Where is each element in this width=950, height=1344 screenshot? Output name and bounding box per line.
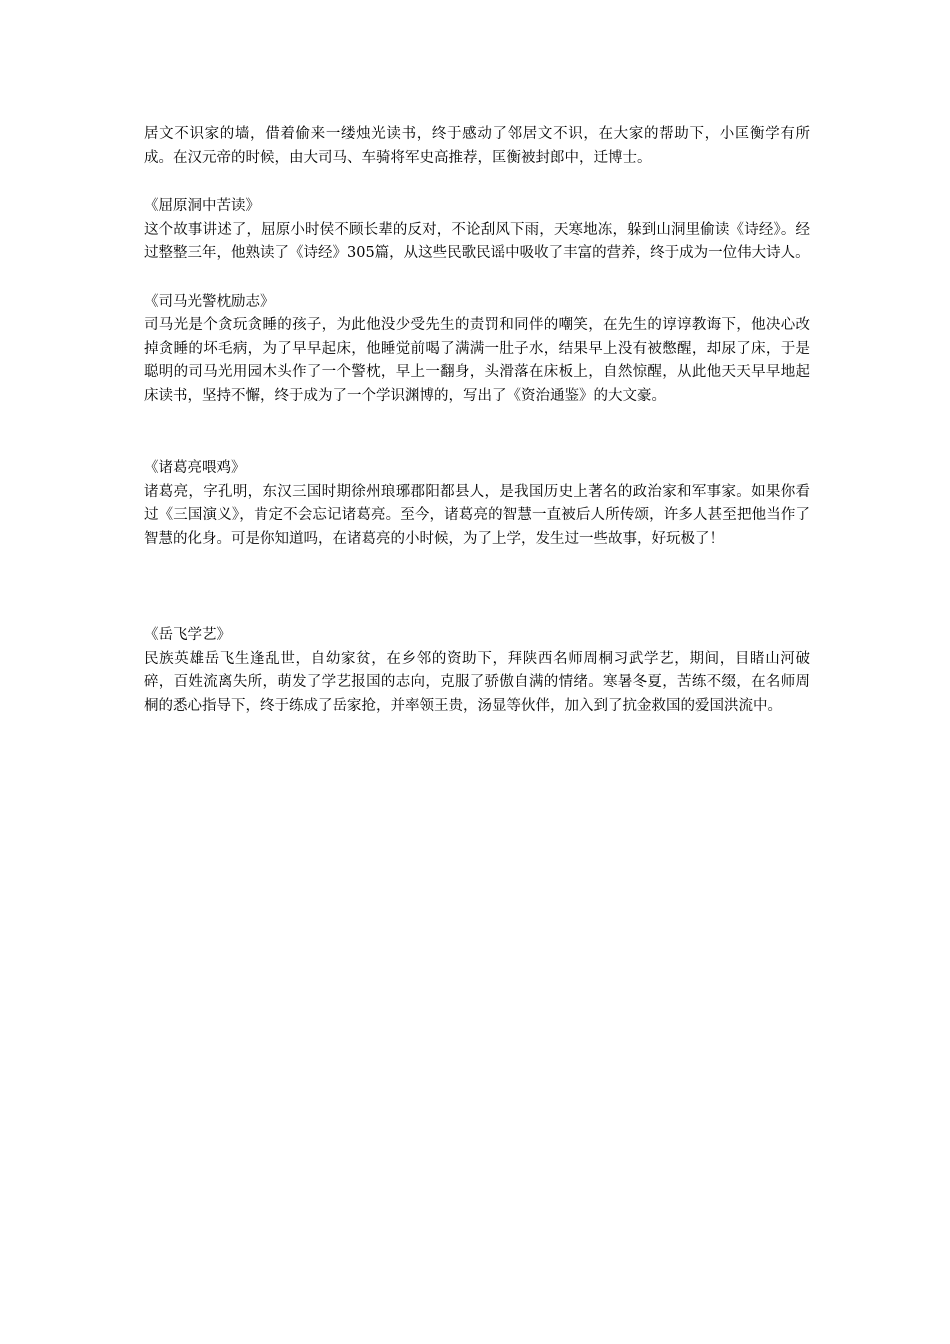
- story-title: 《司马光警枕励志》: [144, 293, 275, 310]
- intro-paragraph: 居文不识家的墙，借着偷来一缕烛光读书，终于感动了邻居文不识，在大家的帮助下，小匡衡学有所成。在汉元帝的时候，由大司马、车骑将军史高推荐，匡衡被封郎中，迁博士。: [144, 126, 810, 166]
- story-title: 《诸葛亮喂鸡》: [144, 460, 246, 476]
- document-page: [144, 123, 810, 718]
- story-quyuan: [144, 195, 810, 266]
- story-body: 诸葛亮，字孔明，东汉三国时期徐州琅琊郡阳都县人，是我国历史上著名的政治家和军事家。如果你看过《三国演义》，肯定不会忘记诸葛亮。至今，诸葛亮的智慧一直被后人所传颂，许多人甚至把他当作了智慧的化身。可是你知道吗，在诸葛亮的小时候，为了上学，发生过一些故事，好玩极了！: [144, 483, 810, 547]
- story-body: 民族英雄岳飞生逢乱世，自幼家贫，在乡邻的资助下，拜陕西名师周桐习武学艺，期间，目睹山河破碎，百姓流离失所，萌发了学艺报国的志向，克服了骄傲自满的情绪。寒暑冬夏，苦练不缀，在名师周桐的悉心指导下，终于练成了岳家抢，并率领王贵，汤显等伙伴，加入到了抗金救国的爱国洪流中。: [144, 650, 810, 714]
- story-zhugeliang: [144, 457, 810, 551]
- story-title: 《岳飞学艺》: [144, 627, 231, 643]
- story-title: 《屈原洞中苦读》: [144, 198, 260, 214]
- story-yuefei: [144, 624, 810, 718]
- story-simaguang: [144, 291, 810, 409]
- story-body: 司马光是个贪玩贪睡的孩子，为此他没少受先生的责罚和同伴的嘲笑，在先生的谆谆教诲下，他决心改掉贪睡的坏毛病，为了早早起床，他睡觉前喝了满满一肚子水，结果早上没有被憋醒，却尿了床，于是聪明的司马光用园木头作了一个警枕，早上一翻身，头滑落在床板上，自然惊醒，从此他天天早早地起床读书，坚持不懈，终于成为了一个学识渊博的，写出了《资治通鉴》的大文豪。: [144, 317, 810, 404]
- story-body: 这个故事讲述了，屈原小时侯不顾长辈的反对，不论刮风下雨，天寒地冻，躲到山洞里偷读《诗经》。经过整整三年，他熟读了《诗经》305篇，从这些民歌民谣中吸收了丰富的营养，终于成为一位伟大诗人。: [144, 221, 810, 261]
